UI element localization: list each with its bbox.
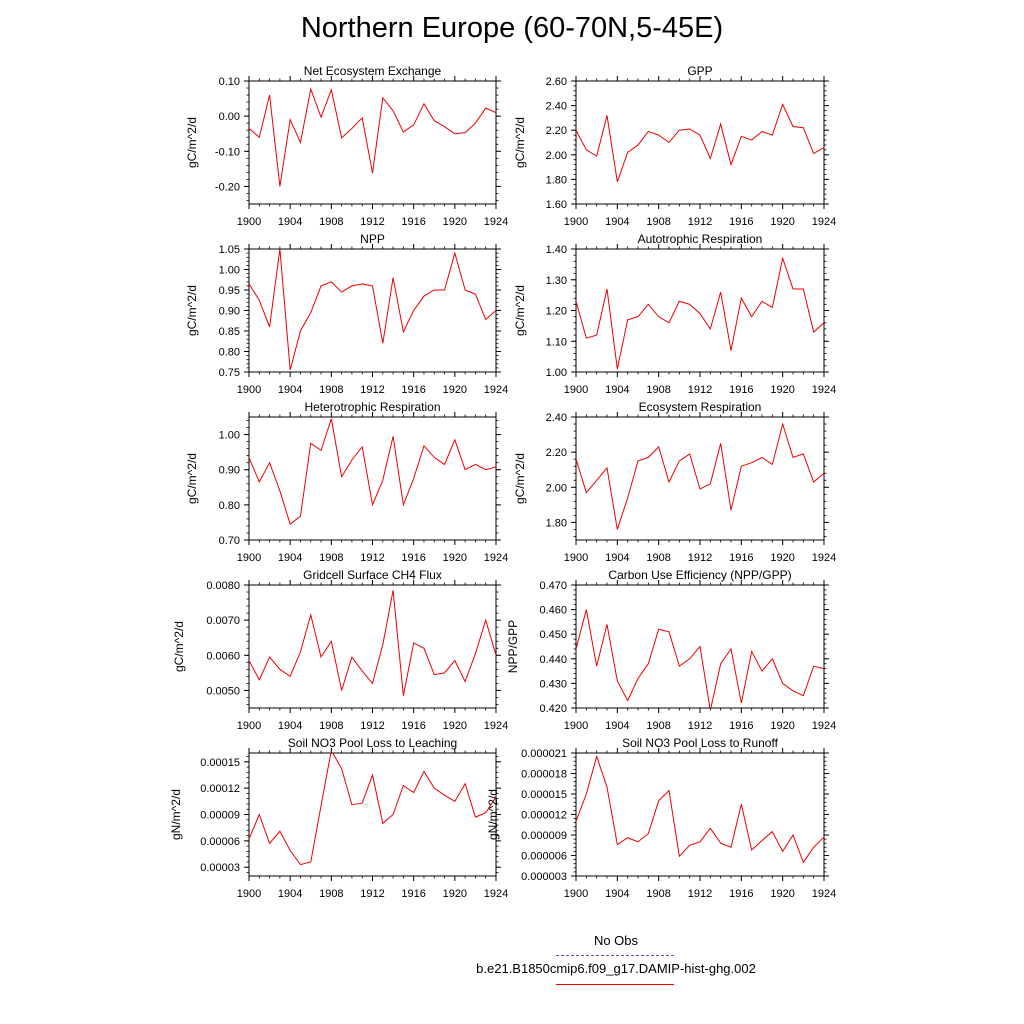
x-tick-label: 1916 bbox=[729, 720, 754, 732]
x-tick-label: 1900 bbox=[563, 552, 589, 564]
y-tick-label: 0.420 bbox=[539, 703, 567, 715]
x-tick-label: 1900 bbox=[236, 384, 262, 396]
x-tick-label: 1912 bbox=[687, 720, 713, 732]
plot-frame bbox=[576, 249, 824, 372]
y-tick-label: 0.00009 bbox=[200, 809, 240, 822]
y-tick-label: 0.000006 bbox=[521, 850, 567, 863]
plot-frame bbox=[576, 417, 824, 540]
x-tick-label: 1912 bbox=[360, 720, 385, 732]
chart-title: Soil NO3 Pool Loss to Leaching bbox=[287, 736, 458, 750]
x-tick-label: 1900 bbox=[236, 888, 262, 900]
y-tick-label: 2.40 bbox=[545, 412, 567, 424]
page-title: Northern Europe (60-70N,5-45E) bbox=[300, 12, 724, 44]
x-tick-label: 1912 bbox=[360, 552, 385, 564]
x-tick-label: 1904 bbox=[277, 216, 303, 228]
x-tick-label: 1924 bbox=[811, 384, 837, 396]
x-tick-label: 1920 bbox=[770, 888, 795, 900]
x-tick-label: 1924 bbox=[483, 552, 509, 564]
x-tick-label: 1900 bbox=[563, 216, 589, 228]
x-tick-label: 1924 bbox=[811, 720, 837, 732]
x-tick-label: 1904 bbox=[605, 552, 630, 564]
y-axis-label: gN/m^2/d bbox=[486, 789, 500, 840]
x-tick-label: 1920 bbox=[442, 216, 468, 228]
x-tick-label: 1916 bbox=[401, 888, 426, 900]
series-line bbox=[249, 419, 496, 524]
y-tick-label: 0.95 bbox=[218, 285, 240, 297]
y-tick-label: 1.10 bbox=[545, 336, 567, 349]
x-tick-label: 1920 bbox=[442, 888, 468, 900]
y-tick-label: 2.20 bbox=[545, 125, 567, 138]
y-tick-label: 0.75 bbox=[218, 367, 240, 379]
y-tick-label: -0.10 bbox=[214, 146, 240, 159]
y-tick-label: 0.470 bbox=[539, 580, 567, 592]
x-tick-label: 1908 bbox=[319, 216, 344, 228]
y-tick-label: 0.00003 bbox=[200, 862, 240, 875]
chart-title: GPP bbox=[687, 64, 713, 78]
x-tick-label: 1916 bbox=[401, 720, 426, 732]
x-tick-label: 1924 bbox=[811, 888, 837, 900]
x-tick-label: 1920 bbox=[770, 552, 795, 564]
x-tick-label: 1908 bbox=[319, 384, 344, 396]
series-line bbox=[249, 590, 496, 695]
x-tick-label: 1916 bbox=[729, 888, 754, 900]
y-tick-label: 0.440 bbox=[539, 653, 567, 666]
x-tick-label: 1908 bbox=[646, 216, 671, 228]
series-line bbox=[576, 756, 824, 862]
y-tick-label: 2.00 bbox=[545, 482, 567, 495]
plot-frame bbox=[249, 417, 496, 540]
chart-panel bbox=[172, 568, 508, 732]
x-tick-label: 1920 bbox=[770, 720, 795, 732]
series-line bbox=[249, 89, 496, 186]
x-tick-label: 1924 bbox=[483, 888, 509, 900]
y-tick-label: 0.00012 bbox=[200, 783, 240, 796]
plot-frame bbox=[249, 585, 496, 708]
y-tick-label: 1.80 bbox=[545, 517, 567, 530]
x-tick-label: 1904 bbox=[277, 720, 303, 732]
y-tick-label: 0.000021 bbox=[521, 748, 567, 760]
legend-model-label: b.e21.B1850cmip6.f09_g17.DAMIP-hist-ghg.002 bbox=[476, 961, 756, 976]
x-tick-label: 1912 bbox=[687, 888, 713, 900]
chart-title: Net Ecosystem Exchange bbox=[303, 64, 442, 78]
y-axis-label: gC/m^2/d bbox=[185, 285, 199, 336]
x-tick-label: 1908 bbox=[646, 888, 671, 900]
x-tick-label: 1916 bbox=[401, 384, 426, 396]
y-tick-label: 1.80 bbox=[545, 174, 567, 187]
x-tick-label: 1904 bbox=[605, 384, 630, 396]
x-tick-label: 1904 bbox=[277, 888, 303, 900]
chart-panel bbox=[513, 400, 836, 564]
series-line bbox=[576, 104, 824, 181]
y-tick-label: 0.00 bbox=[218, 111, 240, 124]
x-tick-label: 1920 bbox=[442, 384, 468, 396]
y-tick-label: 0.00015 bbox=[200, 756, 240, 769]
y-tick-label: 0.0050 bbox=[206, 685, 240, 698]
y-axis-label: gC/m^2/d bbox=[513, 117, 527, 168]
x-tick-label: 1908 bbox=[646, 552, 671, 564]
y-tick-label: 0.10 bbox=[218, 76, 240, 88]
x-tick-label: 1916 bbox=[729, 216, 754, 228]
plot-frame bbox=[249, 81, 496, 204]
x-tick-label: 1904 bbox=[277, 552, 303, 564]
y-tick-label: 0.460 bbox=[539, 604, 567, 617]
x-tick-label: 1924 bbox=[483, 720, 509, 732]
chart-panel bbox=[513, 64, 836, 228]
chart-panel bbox=[185, 400, 508, 564]
chart-panel bbox=[185, 232, 508, 396]
x-tick-label: 1916 bbox=[401, 552, 426, 564]
chart-title: Heterotrophic Respiration bbox=[304, 400, 441, 414]
y-tick-label: 1.00 bbox=[545, 367, 567, 379]
x-tick-label: 1904 bbox=[605, 720, 630, 732]
x-tick-label: 1904 bbox=[605, 888, 630, 900]
x-tick-label: 1900 bbox=[563, 888, 589, 900]
y-tick-label: 0.000003 bbox=[521, 871, 567, 883]
x-tick-label: 1900 bbox=[236, 216, 262, 228]
y-tick-label: 0.0070 bbox=[206, 615, 240, 628]
y-tick-label: 1.20 bbox=[545, 305, 567, 318]
y-tick-label: 0.90 bbox=[218, 464, 240, 477]
y-tick-label: 0.430 bbox=[539, 678, 567, 691]
series-line bbox=[576, 610, 824, 711]
x-tick-label: 1920 bbox=[442, 720, 468, 732]
legend-obs-label: No Obs bbox=[593, 933, 639, 948]
y-tick-label: 2.00 bbox=[545, 149, 567, 162]
y-tick-label: 0.000012 bbox=[521, 809, 567, 822]
x-tick-label: 1916 bbox=[401, 216, 426, 228]
legend-obs-line bbox=[556, 955, 674, 956]
x-tick-label: 1900 bbox=[563, 384, 589, 396]
series-line bbox=[249, 750, 496, 864]
y-tick-label: 0.000018 bbox=[521, 768, 567, 781]
x-tick-label: 1912 bbox=[360, 216, 385, 228]
y-tick-label: 0.00006 bbox=[200, 835, 240, 848]
x-tick-label: 1924 bbox=[811, 552, 837, 564]
y-axis-label: gC/m^2/d bbox=[513, 285, 527, 336]
chart-title: Gridcell Surface CH4 Flux bbox=[303, 568, 442, 582]
y-tick-label: 0.85 bbox=[218, 326, 240, 338]
x-tick-label: 1912 bbox=[360, 384, 385, 396]
y-tick-label: 2.40 bbox=[545, 100, 567, 113]
chart-title: Soil NO3 Pool Loss to Runoff bbox=[622, 736, 778, 750]
y-axis-label: gN/m^2/d bbox=[169, 789, 183, 840]
x-tick-label: 1900 bbox=[236, 720, 262, 732]
y-tick-label: 1.60 bbox=[545, 199, 567, 211]
chart-panel bbox=[483, 736, 837, 900]
x-tick-label: 1916 bbox=[729, 552, 754, 564]
x-tick-label: 1920 bbox=[770, 384, 795, 396]
y-tick-label: 0.000009 bbox=[521, 830, 567, 842]
x-tick-label: 1920 bbox=[442, 552, 468, 564]
y-tick-label: 1.00 bbox=[218, 429, 240, 442]
y-axis-label: gC/m^2/d bbox=[185, 117, 199, 168]
legend-model-line bbox=[556, 984, 674, 985]
chart-panel bbox=[169, 736, 508, 900]
chart-title: NPP bbox=[360, 232, 385, 246]
y-axis-label: gC/m^2/d bbox=[513, 453, 527, 504]
x-tick-label: 1924 bbox=[483, 384, 509, 396]
x-tick-label: 1900 bbox=[563, 720, 589, 732]
x-tick-label: 1908 bbox=[646, 384, 671, 396]
x-tick-label: 1912 bbox=[360, 888, 385, 900]
x-tick-label: 1904 bbox=[605, 216, 630, 228]
plot-frame bbox=[249, 753, 496, 876]
x-tick-label: 1924 bbox=[483, 216, 509, 228]
y-tick-label: 0.80 bbox=[218, 499, 240, 512]
chart-panel bbox=[185, 64, 508, 228]
chart-panel bbox=[513, 232, 836, 396]
x-tick-label: 1912 bbox=[687, 384, 713, 396]
y-tick-label: 2.60 bbox=[545, 76, 567, 88]
x-tick-label: 1908 bbox=[319, 720, 344, 732]
x-tick-label: 1924 bbox=[811, 216, 837, 228]
x-tick-label: 1912 bbox=[687, 216, 713, 228]
series-line bbox=[249, 249, 496, 370]
y-tick-label: 0.90 bbox=[218, 305, 240, 318]
y-tick-label: 1.40 bbox=[545, 244, 567, 256]
chart-title: Ecosystem Respiration bbox=[638, 400, 762, 414]
x-tick-label: 1908 bbox=[319, 888, 344, 900]
y-tick-label: 1.00 bbox=[218, 264, 240, 277]
y-tick-label: 0.000015 bbox=[521, 789, 567, 801]
y-tick-label: 0.0080 bbox=[206, 580, 240, 592]
x-tick-label: 1920 bbox=[770, 216, 795, 228]
x-tick-label: 1908 bbox=[319, 552, 344, 564]
x-tick-label: 1904 bbox=[277, 384, 303, 396]
x-tick-label: 1912 bbox=[687, 552, 713, 564]
y-tick-label: 0.80 bbox=[218, 346, 240, 359]
y-tick-label: 1.05 bbox=[218, 244, 240, 256]
x-tick-label: 1916 bbox=[729, 384, 754, 396]
y-axis-label: gC/m^2/d bbox=[172, 621, 186, 672]
y-tick-label: 0.450 bbox=[539, 629, 567, 642]
y-axis-label: NPP/GPP bbox=[506, 619, 520, 674]
y-tick-label: 1.30 bbox=[545, 274, 567, 287]
plot-frame bbox=[576, 81, 824, 204]
y-tick-label: 2.20 bbox=[545, 447, 567, 460]
y-axis-label: gC/m^2/d bbox=[185, 453, 199, 504]
chart-panel bbox=[506, 568, 836, 732]
y-tick-label: 0.0060 bbox=[206, 650, 240, 663]
chart-title: Autotrophic Respiration bbox=[637, 232, 763, 246]
series-line bbox=[576, 258, 824, 369]
y-tick-label: 0.70 bbox=[218, 535, 240, 547]
x-tick-label: 1900 bbox=[236, 552, 262, 564]
plot-frame bbox=[576, 753, 824, 876]
chart-title: Carbon Use Efficiency (NPP/GPP) bbox=[608, 568, 792, 582]
y-tick-label: -0.20 bbox=[214, 181, 240, 194]
x-tick-label: 1908 bbox=[646, 720, 671, 732]
series-line bbox=[576, 424, 824, 529]
